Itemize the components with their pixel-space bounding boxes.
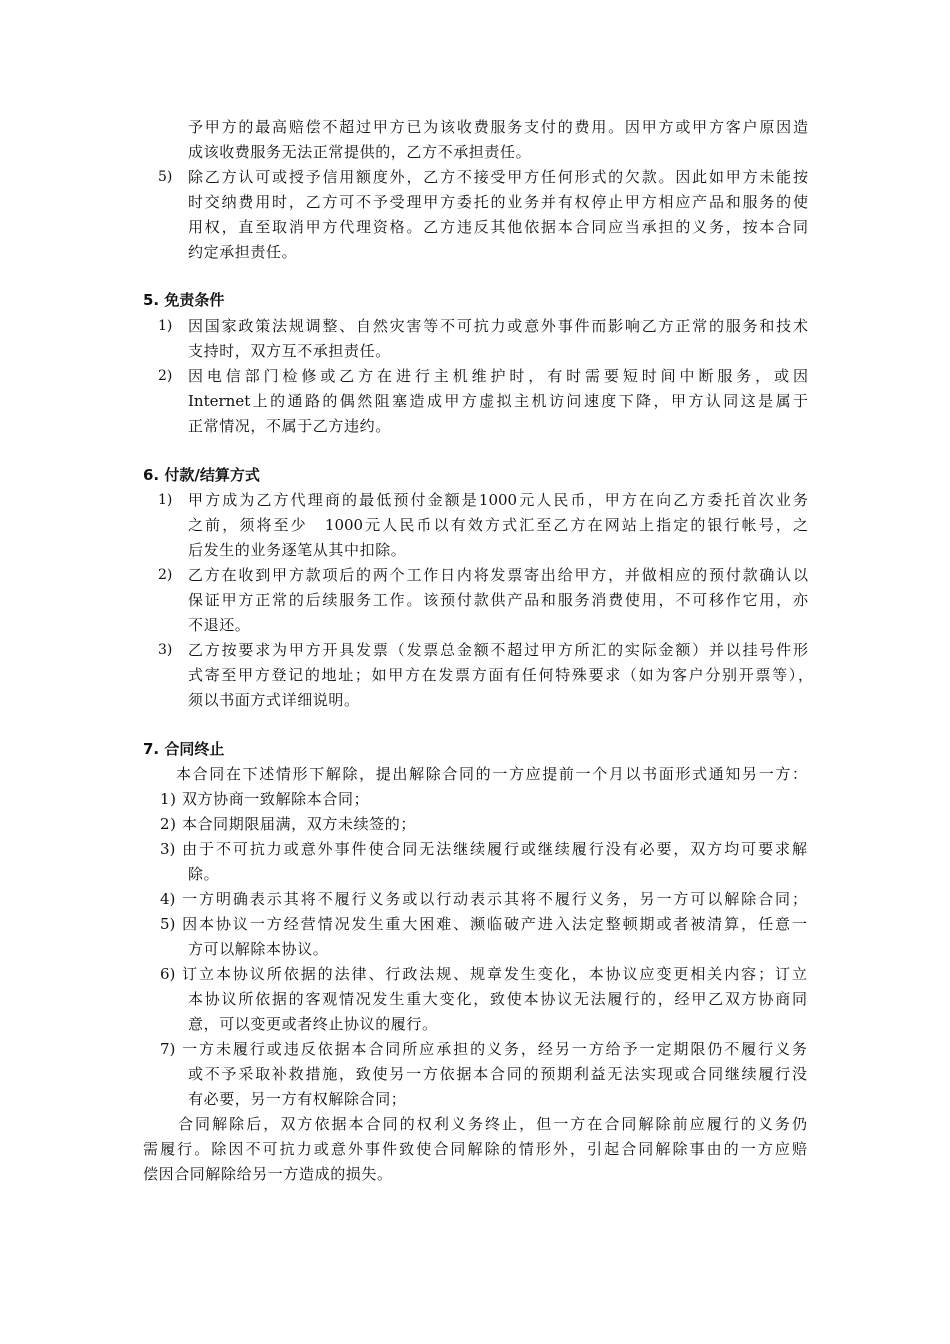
section-heading: 5. 免责条件 [143,291,225,309]
list-number: 5) [158,169,173,185]
text-line: 时交纳费用时，乙方可不予受理甲方委托的业务并有权停止甲方相应产品和服务的使 [188,193,808,211]
text-line: 须以书面方式详细说明。 [188,691,360,709]
text-line: 方可以解除本协议。 [188,940,329,958]
text-line: 因国家政策法规调整、自然灾害等不可抗力或意外事件而影响乙方正常的服务和技术 [188,317,808,335]
text-line: 2) 本合同期限届满，双方未续签的； [160,815,416,833]
section-heading: 6. 付款/结算方式 [143,466,260,484]
text-line: 用权，直至取消甲方代理资格。乙方违反其他依据本合同应当承担的义务，按本合同 [188,218,808,236]
text-line: 5) 因本协议一方经营情况发生重大困难、濒临破产进入法定整顿期或者被清算，任意一 [160,915,807,933]
text-line: 4) 一方明确表示其将不履行义务或以行动表示其将不履行义务，另一方可以解除合同； [160,890,807,908]
list-number: 1) [158,492,173,508]
text-line: 6) 订立本协议所依据的法律、行政法规、规章发生变化，本协议应变更相关内容；订立 [160,965,807,983]
text-line: 除。 [188,865,220,883]
text-line: 式寄至甲方登记的地址；如甲方在发票方面有任何特殊要求（如为客户分别开票等）， [188,666,813,684]
list-number: 2) [158,567,173,583]
text-line: 乙方按要求为甲方开具发票（发票总金额不超过甲方所汇的实际金额）并以挂号件形 [188,641,808,659]
text-line: 后发生的业务逐笔从其中扣除。 [188,541,407,559]
text-line: 本合同在下述情形下解除，提出解除合同的一方应提前一个月以书面形式通知另一方： [176,765,807,783]
text-line: Internet上的通路的偶然阻塞造成甲方虚拟主机访问速度下降，甲方认同这是属于 [188,392,808,410]
list-number: 2) [158,368,173,384]
text-line: 有必要，另一方有权解除合同； [188,1090,407,1108]
text-line: 或不予采取补救措施，致使另一方依据本合同的预期利益无法实现或合同继续履行没 [188,1065,807,1083]
text-line: 予甲方的最高赔偿不超过甲方已为该收费服务支付的费用。因甲方或甲方客户原因造 [188,118,808,136]
text-line: 保证甲方正常的后续服务工作。该预付款供产品和服务消费使用，不可移作它用，亦 [188,591,808,609]
text-line: 需履行。除因不可抗力或意外事件致使合同解除的情形外，引起合同解除事由的一方应赔 [143,1140,807,1158]
text-line: 乙方在收到甲方款项后的两个工作日内将发票寄出给甲方，并做相应的预付款确认以 [188,566,808,584]
text-line: 偿因合同解除给另一方造成的损失。 [143,1165,393,1183]
text-line: 成该收费服务无法正常提供的，乙方不承担责任。 [188,143,532,161]
text-line: 除乙方认可或授予信用额度外，乙方不接受甲方任何形式的欠款。因此如甲方未能按 [188,168,808,186]
text-line: 甲方成为乙方代理商的最低预付金额是1000元人民币，甲方在向乙方委托首次业务 [188,491,808,509]
text-line: 本协议所依据的客观情况发生重大变化，致使本协议无法履行的，经甲乙双方协商同 [188,990,807,1008]
text-line: 约定承担责任。 [188,243,298,261]
text-line: 因电信部门检修或乙方在进行主机维护时，有时需要短时间中断服务，或因 [188,367,808,385]
text-line: 3) 由于不可抗力或意外事件使合同无法继续履行或继续履行没有必要，双方均可要求解 [160,840,807,858]
section-heading: 7. 合同终止 [143,740,225,758]
text-line: 不退还。 [188,616,251,634]
text-line: 合同解除后，双方依据本合同的权利义务终止，但一方在合同解除前应履行的义务仍 [178,1115,807,1133]
list-number: 3) [158,642,173,658]
list-number: 1) [158,318,173,334]
text-line: 7) 一方未履行或违反依据本合同所应承担的义务，经另一方给予一定期限仍不履行义务 [160,1040,807,1058]
text-line: 之前，须将至少 1000元人民币以有效方式汇至乙方在网站上指定的银行帐号，之 [188,516,808,534]
text-line: 1) 双方协商一致解除本合同； [160,790,370,808]
text-line: 意，可以变更或者终止协议的履行。 [188,1015,438,1033]
text-line: 支持时，双方互不承担责任。 [188,342,391,360]
text-line: 正常情况，不属于乙方违约。 [188,417,391,435]
